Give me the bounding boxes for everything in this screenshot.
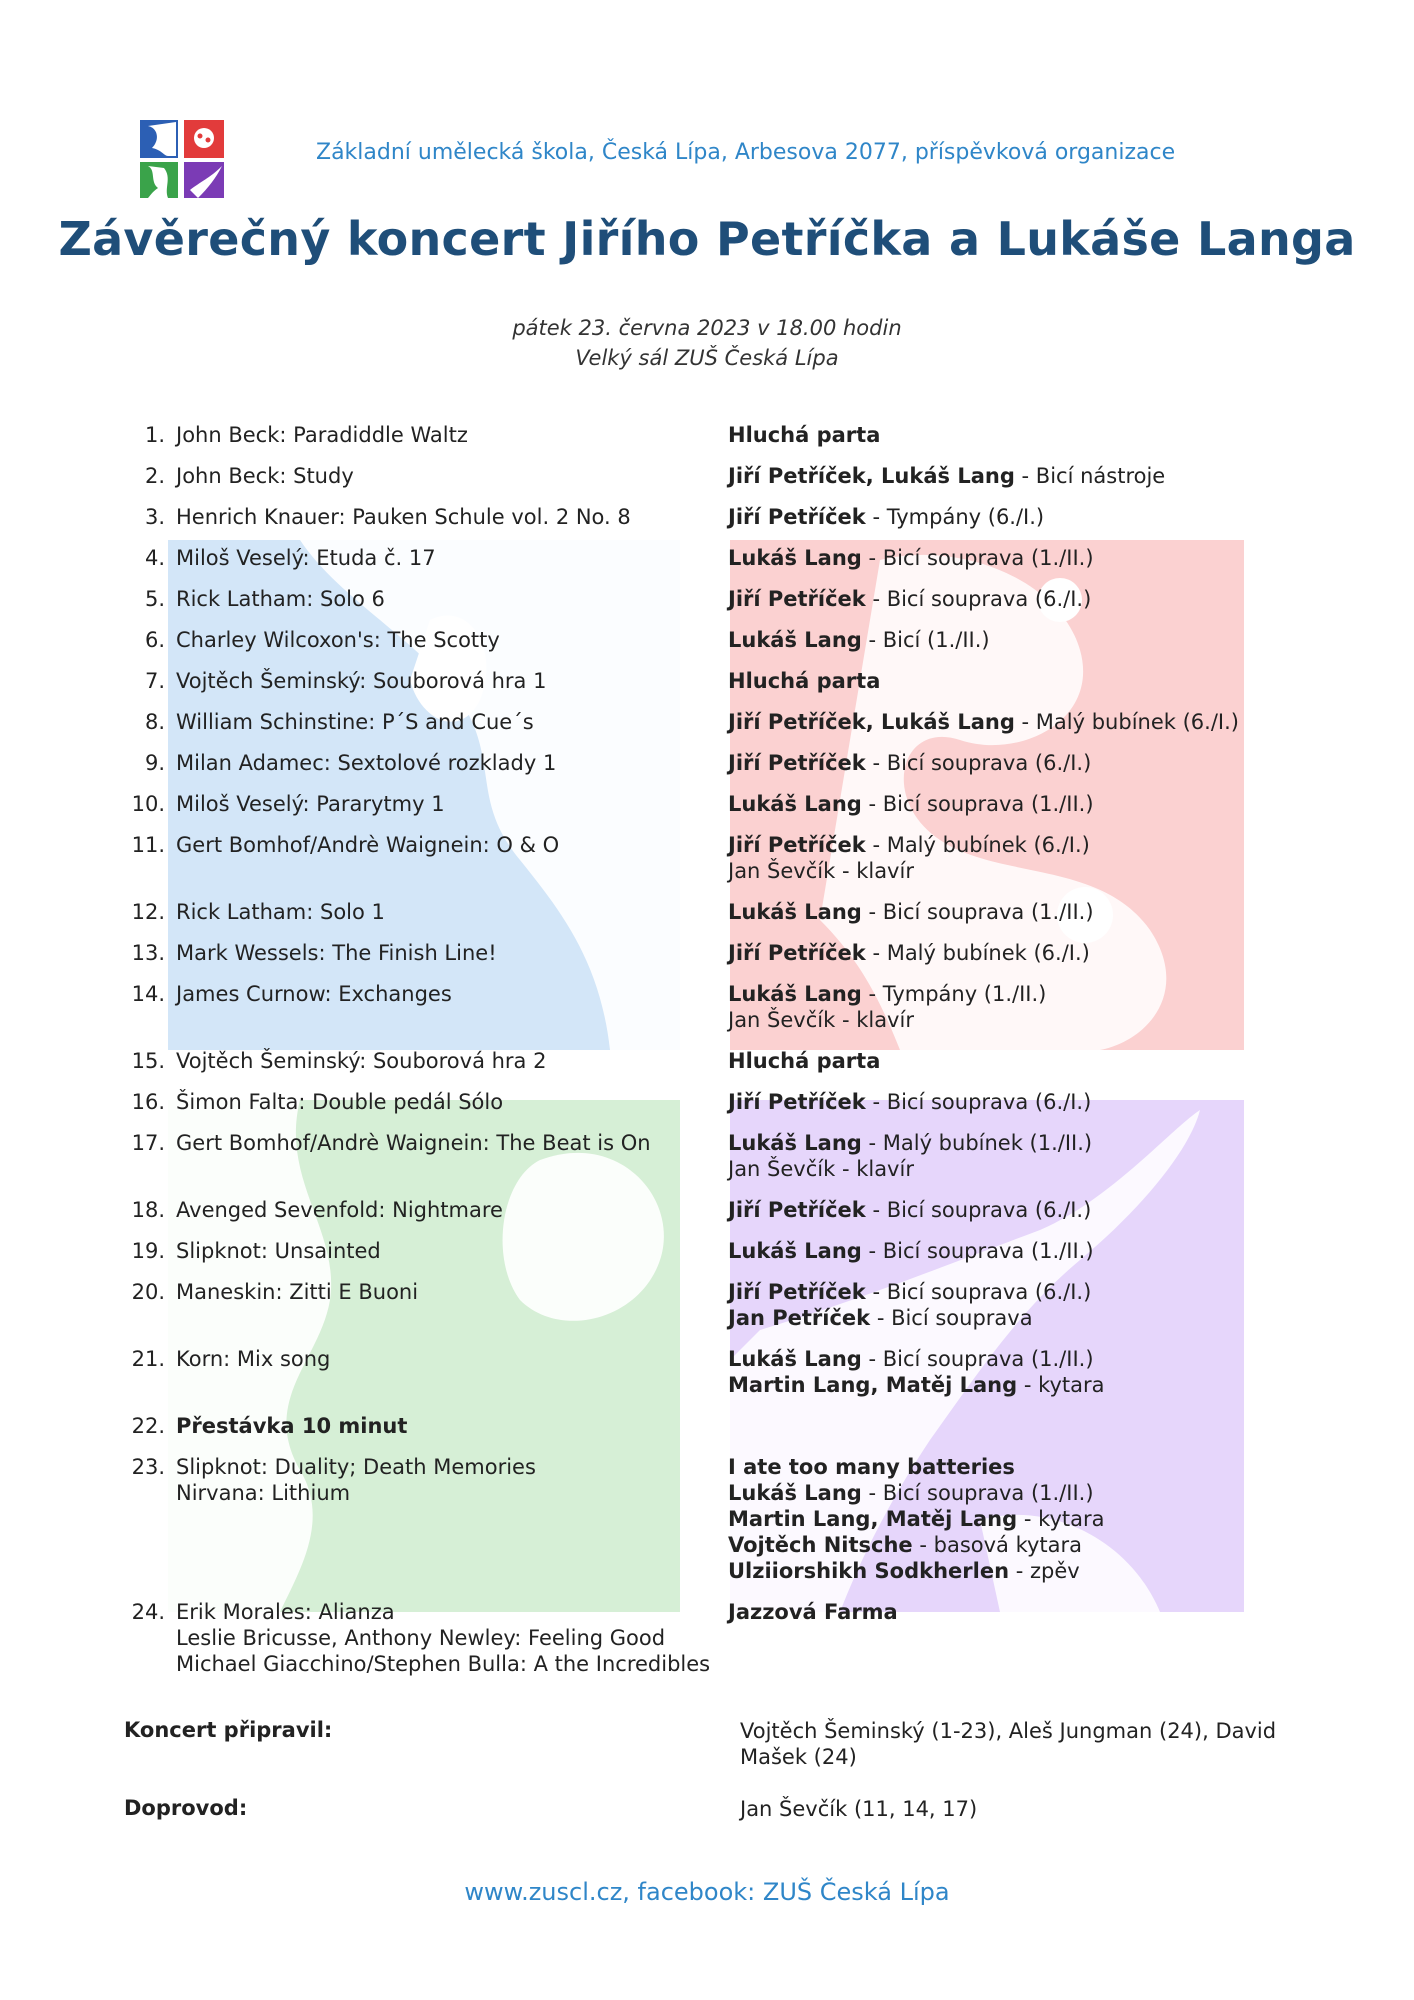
program-item-piece xyxy=(176,1413,716,1439)
piece-line: Gert Bomhof/Andrè Waignein: The Beat is On xyxy=(176,1131,651,1155)
performer-line xyxy=(728,504,1328,530)
performer-line xyxy=(728,1506,1328,1532)
program-item-performers xyxy=(728,899,1328,925)
performer-name: Lukáš Lang xyxy=(728,982,862,1006)
program-item-piece xyxy=(176,709,716,735)
performer-instrument: Jan Ševčík - klavír xyxy=(728,1008,914,1032)
piece-line: Vojtěch Šeminský: Souborová hra 2 xyxy=(176,1049,547,1073)
program-item-piece xyxy=(176,545,716,571)
performer-instrument: - kytara xyxy=(1017,1507,1105,1531)
performer-name: Jiří Petříček xyxy=(728,941,866,965)
program-item-piece xyxy=(176,1130,716,1156)
program-item-performers xyxy=(728,1089,1328,1115)
performer-name: Martin Lang, Matěj Lang xyxy=(728,1507,1018,1531)
performer-line xyxy=(728,1599,1328,1625)
program-item-piece xyxy=(176,463,716,489)
piece-line: Michael Giacchino/Stephen Bulla: A the Incredibles xyxy=(176,1652,711,1676)
program-item-performers xyxy=(728,545,1328,571)
performer-instrument: - Bicí souprava (6./I.) xyxy=(865,1090,1092,1114)
piece-line: Rick Latham: Solo 1 xyxy=(176,900,385,924)
program-item-performers xyxy=(728,627,1328,653)
program-item-number: 2. xyxy=(144,464,165,488)
program-item-piece xyxy=(176,750,716,776)
program-item-piece xyxy=(176,940,716,966)
program-item-performers xyxy=(728,1599,1328,1625)
performer-instrument: Jan Ševčík - klavír xyxy=(728,1157,914,1181)
performer-instrument: - zpěv xyxy=(1009,1559,1080,1583)
program-item-number: 16. xyxy=(131,1090,165,1114)
performer-name: I ate too many batteries xyxy=(728,1455,1015,1479)
performer-instrument: - Malý bubínek (1./II.) xyxy=(861,1131,1093,1155)
performer-instrument: - Bicí souprava xyxy=(870,1306,1033,1330)
performer-instrument: - kytara xyxy=(1017,1373,1105,1397)
piece-line: Miloš Veselý: Etuda č. 17 xyxy=(176,546,436,570)
performer-line xyxy=(728,791,1328,817)
performer-line xyxy=(728,463,1328,489)
footer-links[interactable]: www.zuscl.cz, facebook: ZUŠ Česká Lípa xyxy=(464,1878,950,1906)
program-item-number: 13. xyxy=(131,941,165,965)
program-item-performers xyxy=(728,668,1328,694)
credits-prepared-label: Koncert připravil: xyxy=(124,1718,333,1742)
program-item-piece xyxy=(176,1599,716,1677)
performer-name: Jiří Petříček xyxy=(728,751,866,775)
performer-line xyxy=(728,1048,1328,1074)
performer-line xyxy=(728,1197,1328,1223)
performer-line xyxy=(728,545,1328,571)
performer-line xyxy=(728,1558,1328,1584)
piece-line: John Beck: Paradiddle Waltz xyxy=(176,423,468,447)
performer-line xyxy=(728,1007,1328,1033)
program-item-number: 7. xyxy=(144,669,165,693)
program-item-performers xyxy=(728,504,1328,530)
program-item-piece xyxy=(176,1197,716,1223)
performer-line xyxy=(728,422,1328,448)
program-item-number: 14. xyxy=(131,982,165,1006)
school-header: Základní umělecká škola, Česká Lípa, Arbesova 2077, příspěvková organizace xyxy=(316,140,1176,165)
performer-name: Lukáš Lang xyxy=(728,628,862,652)
performer-instrument: - Bicí souprava (1./II.) xyxy=(861,900,1094,924)
performer-name: Jiří Petříček xyxy=(728,505,866,529)
performer-name: Lukáš Lang xyxy=(728,1347,862,1371)
piece-line: Rick Latham: Solo 6 xyxy=(176,587,385,611)
program-item-number: 20. xyxy=(131,1280,165,1304)
piece-line: Slipknot: Duality; Death Memories xyxy=(176,1455,536,1479)
piece-line: Miloš Veselý: Pararytmy 1 xyxy=(176,792,445,816)
program-item-performers xyxy=(728,463,1328,489)
performer-line xyxy=(728,940,1328,966)
piece-line: Charley Wilcoxon's: The Scotty xyxy=(176,628,500,652)
performer-instrument: - Bicí souprava (1./II.) xyxy=(861,1481,1094,1505)
piece-line: Avenged Sevenfold: Nightmare xyxy=(176,1198,503,1222)
program-item-performers xyxy=(728,1130,1328,1182)
program-item-piece xyxy=(176,668,716,694)
program-item-number: 3. xyxy=(144,505,165,529)
piece-line: Maneskin: Zitti E Buoni xyxy=(176,1280,419,1304)
performer-line xyxy=(728,899,1328,925)
performer-name: Jiří Petříček xyxy=(728,833,866,857)
performer-line xyxy=(728,1454,1328,1480)
performer-instrument: - Bicí souprava (6./I.) xyxy=(865,751,1092,775)
piece-line: Slipknot: Unsainted xyxy=(176,1239,381,1263)
performer-line xyxy=(728,1346,1328,1372)
piece-line: Milan Adamec: Sextolové rozklady 1 xyxy=(176,751,557,775)
performer-name: Lukáš Lang xyxy=(728,546,862,570)
program-item-performers xyxy=(728,1197,1328,1223)
program-item-performers xyxy=(728,1238,1328,1264)
credits-prepared-value: Vojtěch Šeminský (1-23), Aleš Jungman (24), David Mašek (24) xyxy=(740,1719,1277,1769)
performer-instrument: - Bicí souprava (6./I.) xyxy=(865,1198,1092,1222)
program-item-number: 4. xyxy=(144,546,165,570)
program-item-number: 6. xyxy=(144,628,165,652)
performer-line xyxy=(728,1089,1328,1115)
performer-instrument: - Bicí nástroje xyxy=(1014,464,1166,488)
performer-line xyxy=(728,750,1328,776)
program-item-piece xyxy=(176,586,716,612)
program-item-performers xyxy=(728,1279,1328,1331)
performer-name: Jiří Petříček, Lukáš Lang xyxy=(728,710,1015,734)
piece-line: Vojtěch Šeminský: Souborová hra 1 xyxy=(176,669,547,693)
program-item-number: 18. xyxy=(131,1198,165,1222)
program-item-number: 21. xyxy=(131,1347,165,1371)
performer-name: Jiří Petříček, Lukáš Lang xyxy=(728,464,1015,488)
performer-name: Jiří Petříček xyxy=(728,1280,866,1304)
performer-line xyxy=(728,1372,1328,1398)
program-item-performers xyxy=(728,791,1328,817)
performer-name: Lukáš Lang xyxy=(728,1131,862,1155)
performer-line xyxy=(728,832,1328,858)
program-item-performers xyxy=(728,1048,1328,1074)
program-item-number: 9. xyxy=(144,751,165,775)
performer-instrument: - Bicí souprava (1./II.) xyxy=(861,546,1094,570)
credits-accompaniment-value: Jan Ševčík (11, 14, 17) xyxy=(740,1797,978,1821)
performer-line xyxy=(728,858,1328,884)
program-item-performers xyxy=(728,832,1328,884)
performer-line xyxy=(728,1532,1328,1558)
program-item-number: 24. xyxy=(131,1600,165,1624)
program-item-number: 23. xyxy=(131,1455,165,1479)
program-item-performers xyxy=(728,1454,1328,1584)
program-item-piece xyxy=(176,504,716,530)
performer-line xyxy=(728,1130,1328,1156)
program-item-piece xyxy=(176,981,716,1007)
performer-line xyxy=(728,1480,1328,1506)
performer-name: Jiří Petříček xyxy=(728,587,866,611)
program-item-performers xyxy=(728,709,1328,735)
performer-name: Jazzová Farma xyxy=(728,1600,898,1624)
piece-line: Nirvana: Lithium xyxy=(176,1481,351,1505)
program-item-number: 15. xyxy=(131,1049,165,1073)
piece-line: Šimon Falta: Double pedál Sólo xyxy=(176,1090,504,1114)
piece-line: Leslie Bricusse, Anthony Newley: Feeling Good xyxy=(176,1626,666,1650)
performer-name: Vojtěch Nitsche xyxy=(728,1533,913,1557)
program-item-number: 11. xyxy=(131,833,165,857)
program-item-number: 12. xyxy=(131,900,165,924)
performer-name: Martin Lang, Matěj Lang xyxy=(728,1373,1018,1397)
performer-instrument: - basová kytara xyxy=(912,1533,1083,1557)
credits-accompaniment-label: Doprovod: xyxy=(124,1796,248,1820)
performer-name: Jiří Petříček xyxy=(728,1090,866,1114)
performer-line xyxy=(728,1305,1328,1331)
program-item-piece xyxy=(176,1089,716,1115)
date-line: pátek 23. června 2023 v 18.00 hodin xyxy=(512,316,902,340)
venue-line: Velký sál ZUŠ Česká Lípa xyxy=(575,346,839,370)
performer-name: Jiří Petříček xyxy=(728,1198,866,1222)
performer-name: Jan Petříček xyxy=(728,1306,871,1330)
program-item-piece xyxy=(176,422,716,448)
program-item-performers xyxy=(728,422,1328,448)
program-item-piece xyxy=(176,1279,716,1305)
piece-line: Mark Wessels: The Finish Line! xyxy=(176,941,497,965)
program-item-number: 17. xyxy=(131,1131,165,1155)
performer-line xyxy=(728,586,1328,612)
performer-name: Hluchá parta xyxy=(728,1049,881,1073)
program-item-piece xyxy=(176,832,716,858)
performer-instrument: - Bicí souprava (1./II.) xyxy=(861,792,1094,816)
performer-line xyxy=(728,627,1328,653)
performer-instrument: - Tympány (1./II.) xyxy=(861,982,1047,1006)
performer-name: Lukáš Lang xyxy=(728,792,862,816)
piece-line: Gert Bomhof/Andrè Waignein: O & O xyxy=(176,833,560,857)
performer-instrument: Jan Ševčík - klavír xyxy=(728,859,914,883)
performer-instrument: - Bicí souprava (6./I.) xyxy=(865,1280,1092,1304)
performer-instrument: - Bicí souprava (1./II.) xyxy=(861,1239,1094,1263)
performer-instrument: - Bicí souprava (1./II.) xyxy=(861,1347,1094,1371)
program-item-piece xyxy=(176,1454,716,1506)
page-title: Závěrečný koncert Jiřího Petříčka a Lukáše Langa xyxy=(58,212,1356,266)
performer-line xyxy=(728,1279,1328,1305)
program-item-number: 1. xyxy=(144,423,165,447)
program-item-performers xyxy=(728,586,1328,612)
program-item-number: 19. xyxy=(131,1239,165,1263)
performer-instrument: - Malý bubínek (6./I.) xyxy=(865,833,1090,857)
program-item-number: 10. xyxy=(131,792,165,816)
program-item-number: 5. xyxy=(144,587,165,611)
piece-line: William Schinstine: P´S and Cue´s xyxy=(176,710,534,734)
program-item-piece xyxy=(176,1238,716,1264)
performer-line xyxy=(728,981,1328,1007)
program-item-piece xyxy=(176,899,716,925)
performer-name: Lukáš Lang xyxy=(728,1481,862,1505)
performer-instrument: - Tympány (6./I.) xyxy=(865,505,1045,529)
performer-line xyxy=(728,1156,1328,1182)
performer-instrument: - Bicí (1./II.) xyxy=(861,628,990,652)
program-item-number: 22. xyxy=(131,1414,165,1438)
performer-instrument: - Malý bubínek (6./I.) xyxy=(865,941,1090,965)
program-item-piece xyxy=(176,1048,716,1074)
performer-name: Ulziiorshikh Sodkherlen xyxy=(728,1559,1010,1583)
school-logo xyxy=(138,118,226,200)
program-item-performers xyxy=(728,1346,1328,1398)
piece-line: Korn: Mix song xyxy=(176,1347,331,1371)
performer-line xyxy=(728,709,1328,735)
program-item-performers xyxy=(728,750,1328,776)
performer-instrument: - Malý bubínek (6./I.) xyxy=(1014,710,1239,734)
performer-line xyxy=(728,668,1328,694)
performer-name: Lukáš Lang xyxy=(728,900,862,924)
program-item-piece xyxy=(176,627,716,653)
performer-name: Lukáš Lang xyxy=(728,1239,862,1263)
performer-name: Hluchá parta xyxy=(728,669,881,693)
program-item-performers xyxy=(728,940,1328,966)
piece-line: Erik Morales: Alianza xyxy=(176,1600,395,1624)
piece-line: James Curnow: Exchanges xyxy=(176,982,452,1006)
performer-name: Hluchá parta xyxy=(728,423,881,447)
performer-instrument: - Bicí souprava (6./I.) xyxy=(865,587,1092,611)
program-item-performers xyxy=(728,981,1328,1033)
piece-line: Přestávka 10 minut xyxy=(176,1414,408,1438)
program-item-piece xyxy=(176,791,716,817)
program-item-piece xyxy=(176,1346,716,1372)
piece-line: Henrich Knauer: Pauken Schule vol. 2 No. 8 xyxy=(176,505,631,529)
performer-line xyxy=(728,1238,1328,1264)
piece-line: John Beck: Study xyxy=(176,464,354,488)
program-item-number: 8. xyxy=(144,710,165,734)
